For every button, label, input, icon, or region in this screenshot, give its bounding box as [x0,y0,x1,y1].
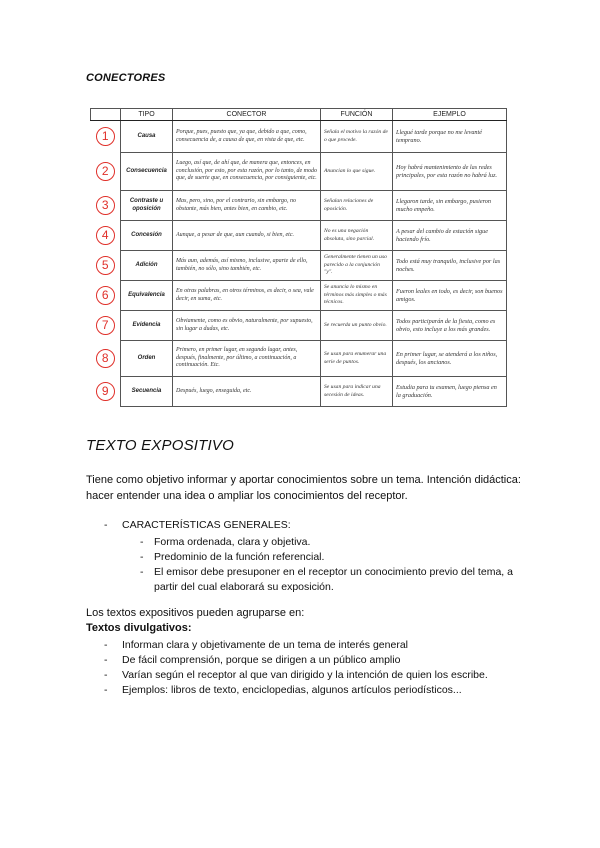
number-circle-icon: 7 [91,311,121,341]
list-item-text: Informan clara y objetivamente de un tema de interés general [122,639,408,651]
header-ejemplo: EJEMPLO [393,109,507,121]
cell-tipo: Secuencia [121,377,173,407]
page-title: CONECTORES [86,72,166,84]
number-circle-icon: 9 [91,377,121,407]
cell-tipo: Contraste u oposición [121,191,173,221]
table-row [91,153,507,191]
list-item [140,565,524,595]
features-list [104,518,524,595]
features-title: CARACTERÍSTICAS GENERALES: [122,519,291,531]
header-num [91,109,121,121]
number-circle-icon: 4 [91,221,121,251]
bullet-dash: - [140,551,144,563]
cell-funcion: No es una negación absoluta, sino parcial. [321,221,393,251]
intro-paragraph: Tiene como objetivo informar y aportar conocimientos sobre un tema. Intención didáctica: hacer entender una idea o ampliar los conocimientos del receptor. [86,474,521,502]
cell-tipo: Consecuencia [121,153,173,191]
cell-tipo: Equivalencia [121,281,173,311]
bullet-dash: - [104,639,108,651]
number-circle-icon: 6 [91,281,121,311]
connectors-table [90,108,507,407]
cell-tipo: Adición [121,251,173,281]
cell-funcion: Se anuncia lo mismo en términos más simples o más técnicos. [321,281,393,311]
list-item-text: De fácil comprensión, porque se dirigen a un público amplio [122,654,401,666]
header-conector: CONECTOR [173,109,321,121]
cell-tipo: Causa [121,121,173,153]
header-funcion: FUNCIÓN [321,109,393,121]
cell-ejemplo: A pesar del cambio de estación sigue haciendo frío. [393,221,507,251]
cell-conector: Mas, pero, sino, por el contrario, sin embargo, no obstante, más bien, antes bien, en cambio, etc. [173,191,321,221]
table-row [91,221,507,251]
bullet-dash: - [140,566,144,578]
features-heading [104,518,524,533]
section-title: TEXTO EXPOSITIVO [86,437,234,454]
cell-ejemplo: Hoy habrá mantenimiento de las redes principales, por esta razón no habrá luz. [393,153,507,191]
cell-ejemplo: En primer lugar, se atenderá a los niños, después, los ancianos. [393,341,507,377]
cell-conector: Primero, en primer lugar, en segundo lugar, antes, después, finalmente, por último, a continuación, a continuación. Etc. [173,341,321,377]
cell-conector: En otras palabras, en otros términos, es decir, o sea, vale decir, en suma, etc. [173,281,321,311]
bullet-dash: - [104,519,108,531]
cell-tipo: Orden [121,341,173,377]
divulgativos-list [104,638,544,698]
bullet-dash: - [104,684,108,696]
cell-ejemplo: Fueron leales en todo, es decir, son buenos amigos. [393,281,507,311]
list-item [104,683,544,698]
list-item [104,668,544,683]
list-item-text: El emisor debe presuponer en el receptor un conocimiento previo del tema, a partir del cual elaborará su exposición. [154,566,513,593]
cell-tipo: Concesión [121,221,173,251]
cell-funcion: Señala el motivo la razón de o que procede. [321,121,393,153]
header-tipo: TIPO [121,109,173,121]
cell-ejemplo: Estudia para tu examen, luego piensa en la graduación. [393,377,507,407]
cell-tipo: Evidencia [121,311,173,341]
table-row [91,251,507,281]
cell-conector: Después, luego, enseguida, etc. [173,377,321,407]
number-circle-icon: 1 [91,121,121,153]
cell-funcion: Anuncian lo que sigue. [321,153,393,191]
cell-funcion: Se usan para enumerar una serie de puntos. [321,341,393,377]
bullet-dash: - [104,669,108,681]
list-item [104,638,544,653]
cell-ejemplo: Todo está muy tranquilo, inclusive por las noches. [393,251,507,281]
table-row [91,311,507,341]
table-header-row [91,109,507,121]
list-item [104,653,544,668]
cell-funcion: Se recuerda un punto obvio. [321,311,393,341]
cell-conector: Más aun, además, así mismo, inclusive, aparte de ello, también, no sólo, sino también, etc. [173,251,321,281]
table-row [91,121,507,153]
cell-ejemplo: Llegaron tarde, sin embargo, pusieron mucho empeño. [393,191,507,221]
cell-ejemplo: Llegué tarde porque no me levanté temprano. [393,121,507,153]
table-row [91,191,507,221]
cell-conector: Aunque, a pesar de que, aun cuando, si bien, etc. [173,221,321,251]
divulgativos-title: Textos divulgativos: [86,622,192,634]
number-circle-icon: 5 [91,251,121,281]
bullet-dash: - [140,536,144,548]
table-row [91,341,507,377]
list-item [140,550,524,565]
list-item-text: Predominio de la función referencial. [154,551,325,563]
list-item [140,535,524,550]
list-item-text: Varían según el receptor al que van dirigido y la intención de quien los escribe. [122,669,488,681]
groups-intro: Los textos expositivos pueden agruparse en: [86,607,305,619]
cell-funcion: Señalan relaciones de oposición. [321,191,393,221]
cell-conector: Luego, así que, de ahí que, de manera que, entonces, en conclusión, por esto, por esta razón, por lo tanto, de modo que, de suerte que, en consecuencia, por consiguiente, etc. [173,153,321,191]
list-item-text: Forma ordenada, clara y objetiva. [154,536,311,548]
features-sublist [140,535,524,595]
list-item-text: Ejemplos: libros de texto, enciclopedias, algunos artículos periodísticos... [122,684,462,696]
bullet-dash: - [104,654,108,666]
cell-conector: Porque, pues, puesto que, ya que, debido a que, como, consecuencia de, a causa de que, en vista de que, etc. [173,121,321,153]
connectors-table-wrapper [90,108,506,414]
cell-funcion: Se usan para indicar una secesión de ideas. [321,377,393,407]
cell-conector: Obviamente, como es obvio, naturalmente, por supuesto, sin lugar a dudas, etc. [173,311,321,341]
cell-funcion: Generalmente tienen un uso parecido a la conjunción "y". [321,251,393,281]
number-circle-icon: 8 [91,341,121,377]
number-circle-icon: 2 [91,153,121,191]
cell-ejemplo: Todos participarán de la fiesta, como es obvio, esto incluye a los más grandes. [393,311,507,341]
table-row [91,377,507,407]
number-circle-icon: 3 [91,191,121,221]
table-row [91,281,507,311]
